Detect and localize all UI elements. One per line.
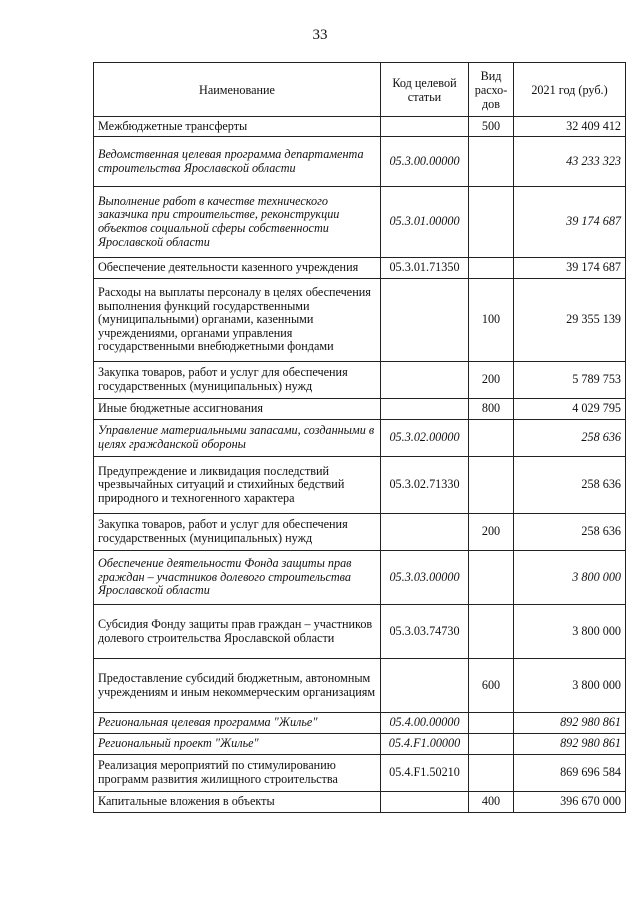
code-cell (381, 514, 469, 551)
table-row (94, 792, 626, 813)
name-cell: Межбюджетные трансферты (94, 117, 381, 137)
code-cell (381, 117, 469, 137)
name-cell: Региональный проект "Жилье" (94, 734, 381, 755)
kind-cell (469, 258, 514, 279)
code-cell: 05.3.00.00000 (381, 137, 469, 187)
name-cell: Закупка товаров, работ и услуг для обеспечения государственных (муниципальных) нужд (94, 514, 381, 551)
name-cell: Расходы на выплаты персоналу в целях обеспечения выполнения функций государственными (муниципальными) органами, казенными учреждениями, органами управления государственными внебюджетными фондами (94, 279, 381, 362)
sum-cell: 5 789 753 (514, 362, 626, 399)
table-row (94, 755, 626, 792)
sum-cell: 396 670 000 (514, 792, 626, 813)
kind-cell (469, 713, 514, 734)
table-row (94, 362, 626, 399)
code-cell (381, 399, 469, 420)
table-row (94, 279, 626, 362)
kind-cell: 400 (469, 792, 514, 813)
kind-cell (469, 420, 514, 457)
code-cell (381, 792, 469, 813)
table-row (94, 551, 626, 605)
table-row (94, 137, 626, 187)
sum-cell: 3 800 000 (514, 605, 626, 659)
code-cell: 05.3.01.71350 (381, 258, 469, 279)
table-row (94, 420, 626, 457)
table-row (94, 514, 626, 551)
code-cell: 05.4.F1.50210 (381, 755, 469, 792)
kind-cell (469, 551, 514, 605)
code-cell: 05.3.03.00000 (381, 551, 469, 605)
header-kind: Вид расхо-дов (469, 63, 514, 117)
name-cell: Обеспечение деятельности казенного учреждения (94, 258, 381, 279)
sum-cell: 892 980 861 (514, 713, 626, 734)
name-cell: Ведомственная целевая программа департамента строительства Ярославской области (94, 137, 381, 187)
name-cell: Обеспечение деятельности Фонда защиты прав граждан – участников долевого строительства Ярославской области (94, 551, 381, 605)
kind-cell (469, 137, 514, 187)
table-row (94, 605, 626, 659)
code-cell: 05.4.00.00000 (381, 713, 469, 734)
kind-cell: 100 (469, 279, 514, 362)
table-row (94, 117, 626, 137)
kind-cell: 600 (469, 659, 514, 713)
kind-cell: 800 (469, 399, 514, 420)
code-cell (381, 279, 469, 362)
sum-cell: 892 980 861 (514, 734, 626, 755)
sum-cell: 258 636 (514, 420, 626, 457)
code-cell (381, 659, 469, 713)
kind-cell: 200 (469, 514, 514, 551)
table-row (94, 659, 626, 713)
table-row (94, 457, 626, 514)
name-cell: Региональная целевая программа "Жилье" (94, 713, 381, 734)
sum-cell: 39 174 687 (514, 187, 626, 258)
table-header-row (94, 63, 626, 117)
table-row (94, 187, 626, 258)
kind-cell: 500 (469, 117, 514, 137)
kind-cell (469, 457, 514, 514)
name-cell: Предупреждение и ликвидация последствий чрезвычайных ситуаций и стихийных бедствий природного и техногенного характера (94, 457, 381, 514)
name-cell: Предоставление субсидий бюджетным, автономным учреждениям и иным некоммерческим организациям (94, 659, 381, 713)
code-cell (381, 362, 469, 399)
sum-cell: 4 029 795 (514, 399, 626, 420)
code-cell: 05.3.03.74730 (381, 605, 469, 659)
code-cell: 05.4.F1.00000 (381, 734, 469, 755)
sum-cell: 3 800 000 (514, 551, 626, 605)
code-cell: 05.3.02.00000 (381, 420, 469, 457)
sum-cell: 29 355 139 (514, 279, 626, 362)
name-cell: Управление материальными запасами, созданными в целях гражданской обороны (94, 420, 381, 457)
sum-cell: 869 696 584 (514, 755, 626, 792)
table-row (94, 734, 626, 755)
table-row (94, 399, 626, 420)
name-cell: Субсидия Фонду защиты прав граждан – участников долевого строительства Ярославской области (94, 605, 381, 659)
code-cell: 05.3.02.71330 (381, 457, 469, 514)
sum-cell: 258 636 (514, 514, 626, 551)
kind-cell: 200 (469, 362, 514, 399)
sum-cell: 32 409 412 (514, 117, 626, 137)
sum-cell: 39 174 687 (514, 258, 626, 279)
kind-cell (469, 187, 514, 258)
name-cell: Иные бюджетные ассигнования (94, 399, 381, 420)
sum-cell: 3 800 000 (514, 659, 626, 713)
table-row (94, 258, 626, 279)
budget-table (93, 62, 626, 813)
header-name: Наименование (94, 63, 381, 117)
sum-cell: 258 636 (514, 457, 626, 514)
header-code: Код целевой статьи (381, 63, 469, 117)
table-body (94, 117, 626, 813)
code-cell: 05.3.01.00000 (381, 187, 469, 258)
table-row (94, 713, 626, 734)
page-number: 33 (312, 27, 328, 43)
name-cell: Реализация мероприятий по стимулированию программ развития жилищного строительства (94, 755, 381, 792)
name-cell: Закупка товаров, работ и услуг для обеспечения государственных (муниципальных) нужд (94, 362, 381, 399)
kind-cell (469, 755, 514, 792)
name-cell: Выполнение работ в качестве технического заказчика при строительстве, реконструкции объектов социальной сферы собственности Ярославской области (94, 187, 381, 258)
header-sum: 2021 год (руб.) (514, 63, 626, 117)
sum-cell: 43 233 323 (514, 137, 626, 187)
name-cell: Капитальные вложения в объекты (94, 792, 381, 813)
kind-cell (469, 734, 514, 755)
kind-cell (469, 605, 514, 659)
